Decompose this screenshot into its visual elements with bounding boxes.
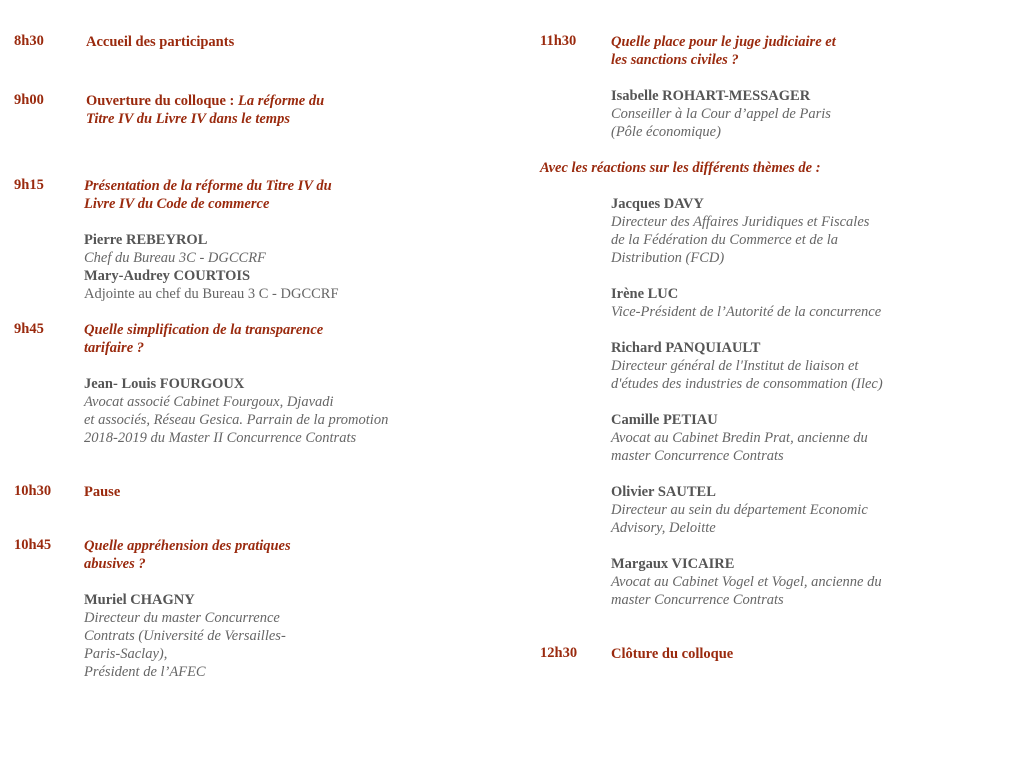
session-title-transparency: Quelle simplification de la transparence tarifaire ? — [84, 322, 324, 356]
speaker-name: Muriel CHAGNY — [84, 592, 195, 608]
speaker-role: Directeur général de l'Institut de liaison et d'études des industries de consommation (Ilec) — [611, 358, 883, 392]
time-9h45: 9h45 — [14, 321, 44, 337]
time-11h30: 11h30 — [540, 33, 577, 49]
session-title-abusive: Quelle appréhension des pratiques abusives ? — [84, 538, 291, 572]
session-title-closing: Clôture du colloque — [611, 646, 734, 662]
time-9h15: 9h15 — [14, 177, 44, 193]
speaker-role: Adjointe au chef du Bureau 3 C - DGCCRF — [84, 286, 339, 302]
speaker-name: Irène LUC — [611, 286, 679, 302]
opening-theme-line2: Titre IV du Livre IV dans le temps — [86, 111, 290, 127]
speaker-name: Pierre REBEYROL — [84, 232, 208, 248]
speaker-role: Vice-Président de l’Autorité de la concurrence — [611, 304, 882, 320]
speaker-role: Conseiller à la Cour d’appel de Paris (Pôle économique) — [611, 106, 831, 140]
opening-label: Ouverture du colloque : — [86, 93, 238, 109]
speaker-role: Directeur au sein du département Economic Advisory, Deloitte — [611, 502, 868, 536]
speaker-role: Avocat au Cabinet Vogel et Vogel, ancienne du master Concurrence Contrats — [611, 574, 882, 608]
speaker-role: Avocat au Cabinet Bredin Prat, ancienne du master Concurrence Contrats — [611, 430, 868, 464]
speaker-name: Camille PETIAU — [611, 412, 718, 428]
session-title-pause: Pause — [84, 484, 121, 500]
session-title-opening — [86, 92, 324, 128]
speaker-name: Richard PANQUIAULT — [611, 340, 761, 356]
speaker-role: Avocat associé Cabinet Fourgoux, Djavadi et associés, Réseau Gesica. Parrain de la promotion 2018-2019 du Master II Concurrence Contrats — [84, 394, 389, 446]
session-title-welcome: Accueil des participants — [86, 34, 235, 50]
speaker-name: Isabelle ROHART-MESSAGER — [611, 88, 811, 104]
speaker-role: Chef du Bureau 3C - DGCCRF — [84, 250, 266, 266]
speaker-name: Jacques DAVY — [611, 196, 704, 212]
session-title-judge: Quelle place pour le juge judiciaire et les sanctions civiles ? — [611, 34, 836, 68]
opening-theme: La réforme du — [237, 93, 325, 109]
speaker-name: Olivier SAUTEL — [611, 484, 716, 500]
reactions-heading: Avec les réactions sur les différents thèmes de : — [540, 160, 821, 176]
speaker-name: Mary-Audrey COURTOIS — [84, 268, 251, 284]
session-title-presentation: Présentation de la réforme du Titre IV du Livre IV du Code de commerce — [84, 178, 332, 212]
speaker-role: Directeur du master Concurrence Contrats (Université de Versailles- Paris-Saclay), Président de l’AFEC — [84, 610, 286, 680]
speaker-role: Directeur des Affaires Juridiques et Fiscales de la Fédération du Commerce et de la Distribution (FCD) — [611, 214, 870, 266]
time-10h45: 10h45 — [14, 537, 52, 553]
time-9h00: 9h00 — [14, 92, 44, 108]
time-8h30: 8h30 — [14, 33, 44, 49]
speaker-name: Jean- Louis FOURGOUX — [84, 376, 245, 392]
speaker-name: Margaux VICAIRE — [611, 556, 735, 572]
time-10h30: 10h30 — [14, 483, 52, 499]
time-12h30: 12h30 — [540, 645, 578, 661]
